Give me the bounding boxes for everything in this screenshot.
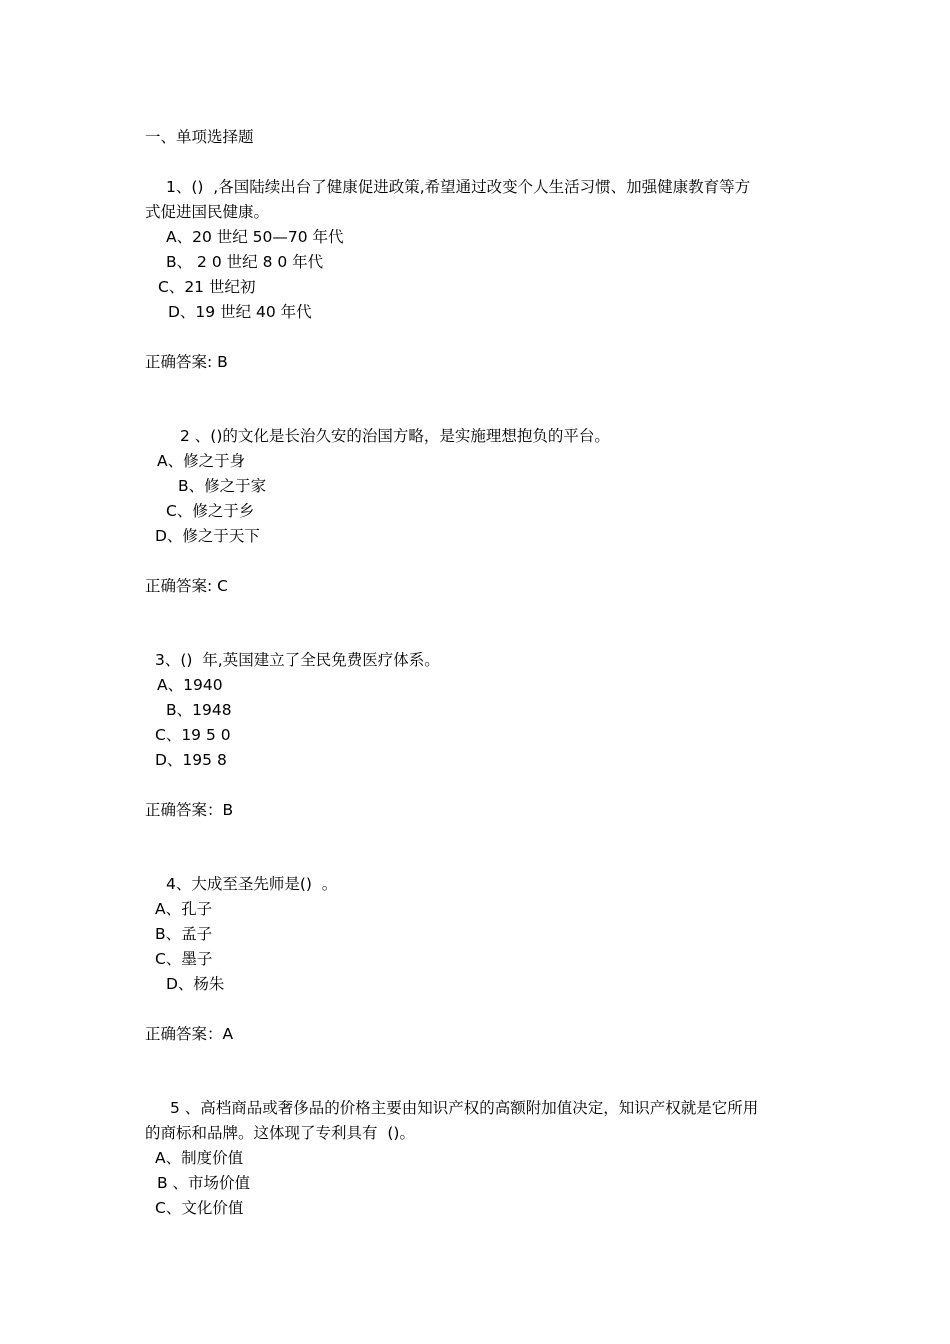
question-3-answer: 正确答案：B bbox=[145, 801, 234, 819]
question-3-option-c: C、19 5 0 bbox=[155, 726, 231, 744]
question-1-stem-line-2: 式促进国民健康。 bbox=[145, 203, 270, 221]
question-2-option-d: D、修之于天下 bbox=[155, 527, 260, 545]
question-5-stem-line-1: 5 、高档商品或奢侈品的价格主要由知识产权的高额附加值决定，知识产权就是它所用 bbox=[170, 1099, 759, 1117]
question-2-option-c: C、修之于乡 bbox=[166, 502, 255, 520]
question-3-option-d: D、195 8 bbox=[155, 751, 227, 769]
question-2-answer: 正确答案: C bbox=[145, 577, 228, 595]
question-1-answer: 正确答案: B bbox=[145, 353, 228, 371]
question-3-stem-line-1: 3、() 年,英国建立了全民免费医疗体系。 bbox=[155, 651, 440, 669]
question-2-option-a: A、修之于身 bbox=[157, 452, 246, 470]
question-1-option-c: C、21 世纪初 bbox=[158, 278, 256, 296]
question-5-stem-line-2: 的商标和品牌。这体现了专利具有 ()。 bbox=[145, 1124, 415, 1142]
question-1-option-b: B、 2 0 世纪 8 0 年代 bbox=[166, 253, 324, 271]
question-2-option-b: B、修之于家 bbox=[178, 477, 267, 495]
question-5-option-c: C、文化价值 bbox=[155, 1199, 244, 1217]
question-4-option-c: C、墨子 bbox=[155, 950, 213, 968]
question-1-option-d: D、19 世纪 40 年代 bbox=[168, 303, 312, 321]
section-title: 一、单项选择题 bbox=[145, 128, 254, 146]
question-5-option-b: B 、市场价值 bbox=[157, 1174, 251, 1192]
question-2-stem-line-1: 2 、()的文化是长治久安的治国方略，是实施理想抱负的平台。 bbox=[180, 427, 610, 445]
question-4-answer: 正确答案：A bbox=[145, 1025, 234, 1043]
question-4-option-b: B、孟子 bbox=[155, 925, 213, 943]
question-3-option-a: A、1940 bbox=[157, 676, 223, 694]
question-5-option-a: A、制度价值 bbox=[155, 1149, 244, 1167]
question-4-option-a: A、孔子 bbox=[155, 900, 213, 918]
question-3-option-b: B、1948 bbox=[166, 701, 232, 719]
question-1-option-a: A、20 世纪 50—70 年代 bbox=[166, 228, 344, 246]
question-4-option-d: D、杨朱 bbox=[166, 975, 225, 993]
question-4-stem-line-1: 4、大成至圣先师是() 。 bbox=[166, 875, 338, 893]
question-1-stem-line-1: 1、() ,各国陆续出台了健康促进政策,希望通过改变个人生活习惯、加强健康教育等方 bbox=[166, 178, 751, 196]
